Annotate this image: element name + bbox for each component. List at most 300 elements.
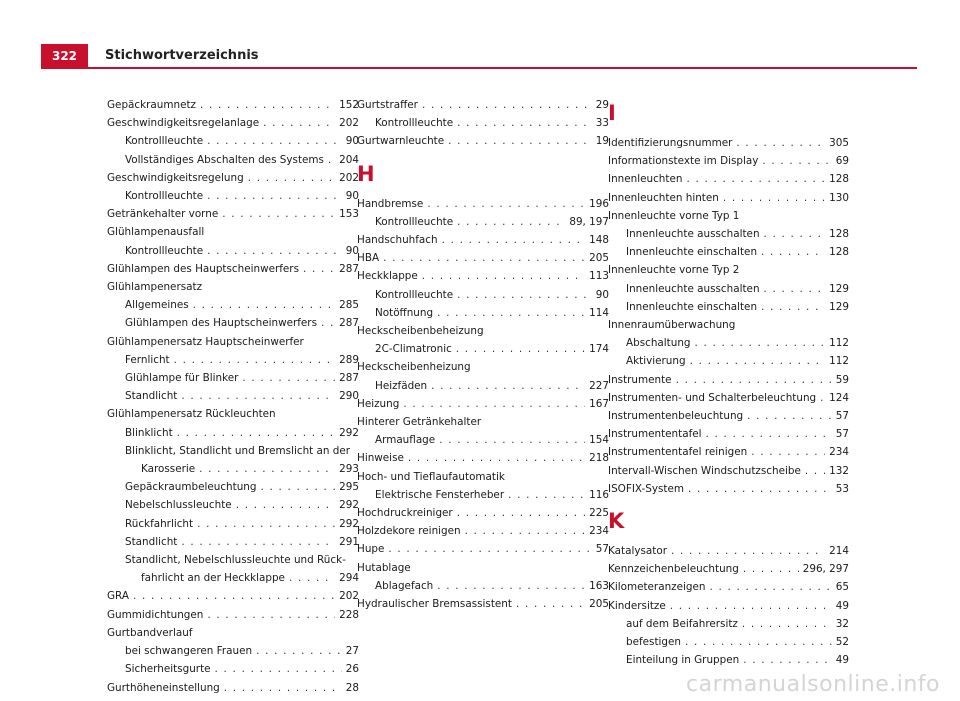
index-entry [357, 96, 609, 114]
index-entry-text: Standlicht, Nebelschlussleuchte und Rück- [125, 554, 346, 567]
page-ref: 57 [835, 428, 849, 441]
index-entry-text: Fernlicht [125, 353, 170, 366]
index-entry-text: Karosserie [141, 463, 196, 476]
index-entry [608, 462, 849, 480]
page-ref: 292 [339, 426, 359, 439]
index-entry [107, 660, 359, 678]
page-ref: 112 [829, 355, 849, 368]
leader-dots [736, 134, 825, 152]
page-ref: 57 [595, 543, 609, 556]
index-entry [608, 578, 849, 596]
index-entry [357, 114, 609, 132]
page-ref: 167 [589, 397, 609, 410]
leader-dots [422, 96, 592, 114]
leader-dots [408, 449, 585, 467]
index-entry-text: Vollständiges Abschalten des Systems [125, 153, 324, 166]
index-entry-text: Intervall-Wischen Windschutzscheibe [608, 464, 801, 477]
index-entry-text: Kennzeichenbeleuchtung [608, 563, 739, 576]
index-entry-text: bei schwangeren Frauen [125, 645, 253, 658]
leader-dots [820, 389, 825, 407]
index-entry-text: Holzdekore reinigen [357, 525, 461, 538]
page-ref: 287 [339, 262, 359, 275]
leader-dots [222, 205, 335, 223]
index-entry [608, 152, 849, 170]
leader-dots [248, 169, 335, 187]
index-entry [357, 486, 609, 504]
index-entry-text: Kontrollleuchte [125, 190, 204, 203]
index-entry [357, 540, 609, 558]
index-entry [357, 249, 609, 267]
index-entry [357, 449, 609, 467]
index-entry [107, 151, 359, 169]
page-ref: 90 [345, 244, 359, 257]
index-entry [608, 334, 849, 352]
index-entry [608, 371, 849, 389]
index-heading: Innenraumüberwachung [608, 319, 736, 332]
page-ref: 112 [829, 337, 849, 350]
page-ref: 204 [339, 153, 359, 166]
index-entry [107, 242, 359, 260]
index-entry [107, 169, 359, 187]
leader-dots [723, 189, 825, 207]
page-ref: 225 [589, 507, 609, 520]
index-entry-text: Blinklicht [125, 426, 173, 439]
index-entry [107, 205, 359, 223]
leader-dots [328, 151, 335, 169]
index-entry [107, 460, 359, 478]
page-ref: 19 [595, 135, 609, 148]
index-entry [608, 651, 849, 669]
index-entry [357, 304, 609, 322]
index-entry [107, 351, 359, 369]
leader-dots [207, 242, 342, 260]
index-entry-text: Glühlampen des Hauptscheinwerfers [125, 317, 317, 330]
index-entry [608, 298, 849, 316]
index-entry [107, 369, 359, 387]
page-ref: 294 [339, 572, 359, 585]
index-entry-text: Blinklicht, Standlicht und Bremslicht an der [125, 444, 351, 457]
index-entry-text: Einteilung in Gruppen [626, 654, 740, 667]
page-ref: 29 [595, 99, 609, 111]
index-entry-text: Rückfahrlicht [125, 517, 194, 530]
page-ref: 234 [829, 446, 849, 459]
index-entry [107, 533, 359, 551]
page-ref: 296, 297 [802, 563, 849, 576]
index-entry [357, 577, 609, 595]
index-entry-text: Sicherheitsgurte [125, 663, 211, 676]
page-ref: 69 [835, 155, 849, 168]
leader-dots [805, 462, 825, 480]
leader-dots [439, 431, 585, 449]
leader-dots [207, 132, 342, 150]
index-entry [357, 504, 609, 522]
index-entry-text: Kontrollleuchte [125, 135, 204, 148]
page-ref: 49 [835, 599, 849, 612]
index-entry-text: Gepäckraumbeleuchtung [125, 481, 257, 494]
leader-dots [181, 533, 335, 551]
index-entry-text: Standlicht [125, 535, 178, 548]
leader-dots [437, 577, 585, 595]
index-entry [107, 260, 359, 278]
index-entry [107, 569, 359, 587]
index-entry-text: Informationstexte im Display [608, 155, 759, 168]
index-entry [107, 314, 359, 332]
page-ref: 90 [595, 288, 609, 301]
index-heading: Glühlampenersatz Hauptscheinwerfer [107, 335, 304, 348]
index-entry [107, 679, 359, 697]
page-number: 322 [41, 44, 88, 68]
index-entry-text: Gurthöheneinstellung [107, 681, 220, 694]
index-entry-text: Nebelschlussleuchte [125, 499, 232, 512]
leader-dots [200, 96, 335, 114]
index-entry-text: Gurtwarnleuchte [357, 135, 445, 148]
index-column-1 [107, 96, 359, 697]
index-entry-text: GRA [107, 590, 129, 603]
index-entry [608, 243, 849, 261]
index-entry-text: Instrumente [608, 373, 672, 386]
index-entry [608, 280, 849, 298]
page-ref: 152 [339, 99, 359, 111]
page-ref: 174 [589, 343, 609, 356]
page-ref: 129 [829, 282, 849, 295]
index-entry-text: Innenleuchte ausschalten [626, 228, 760, 241]
page-ref: 153 [339, 208, 359, 221]
index-entry [107, 387, 359, 405]
page-ref: 52 [835, 636, 849, 649]
page-ref: 292 [339, 499, 359, 512]
page-ref: 27 [345, 645, 359, 658]
index-entry-text: Hydraulischer Bremsassistent [357, 598, 512, 611]
page-ref: 49 [835, 654, 849, 667]
leader-dots [457, 286, 592, 304]
page-ref: 290 [339, 390, 359, 403]
leader-dots [516, 595, 585, 613]
index-heading: Heckscheibenbeheizung [357, 325, 484, 338]
index-entry-text: Gepäckraumnetz [107, 99, 196, 111]
index-entry [107, 587, 359, 605]
leader-dots [193, 296, 335, 314]
leader-dots [256, 642, 342, 660]
index-entry-text: ISOFIX-System [608, 482, 684, 495]
index-entry [357, 395, 609, 413]
index-entry-text: Geschwindigkeitsregelung [107, 171, 244, 184]
leader-dots [747, 407, 832, 425]
index-entry-text: Instrumententafel [608, 428, 702, 441]
leader-dots [197, 515, 335, 533]
leader-dots [671, 542, 825, 560]
index-heading: Glühlampenersatz Rückleuchten [107, 408, 276, 421]
leader-dots [743, 560, 799, 578]
index-entry-text: Ablagefach [375, 579, 434, 592]
leader-dots [403, 395, 585, 413]
index-entry-text: Kontrollleuchte [125, 244, 204, 257]
leader-dots [709, 578, 831, 596]
index-entry [357, 195, 609, 213]
leader-dots [742, 615, 832, 633]
leader-dots [761, 243, 825, 261]
index-column-3 [608, 96, 849, 669]
leader-dots [224, 679, 342, 697]
index-entry-text: Kindersitze [608, 599, 666, 612]
leader-dots [177, 424, 336, 442]
page-ref: 285 [339, 299, 359, 312]
index-entry-text: Aktivierung [626, 355, 686, 368]
page-ref: 163 [589, 579, 609, 592]
leader-dots [236, 496, 335, 514]
index-entry [357, 132, 609, 150]
page-ref: 218 [589, 452, 609, 465]
leader-dots [764, 225, 826, 243]
index-entry-text: befestigen [626, 636, 681, 649]
page-ref: 214 [829, 545, 849, 558]
page-ref: 113 [589, 270, 609, 283]
page-title: Stichwortverzeichnis [105, 48, 259, 63]
index-entry-text: Kilometeranzeigen [608, 581, 706, 594]
index-entry [107, 606, 359, 624]
index-entry-text: Hochdruckreiniger [357, 507, 453, 520]
leader-dots [457, 213, 565, 231]
page-ref: 202 [339, 590, 359, 603]
index-entry [357, 522, 609, 540]
leader-dots [303, 260, 335, 278]
index-entry-text: Identifizierungsnummer [608, 137, 733, 149]
leader-dots [437, 304, 585, 322]
page-ref: 57 [835, 410, 849, 423]
index-entry [608, 633, 849, 651]
page-ref: 234 [589, 525, 609, 538]
page-ref: 287 [339, 372, 359, 385]
page-ref: 129 [829, 300, 849, 313]
index-entry-text: Hinweise [357, 452, 404, 465]
index-heading: Glühlampenersatz [107, 281, 203, 294]
index-entry [357, 231, 609, 249]
leader-dots [289, 569, 335, 587]
leader-dots [442, 231, 586, 249]
index-entry-text: Gummidichtungen [107, 608, 204, 621]
section-letter: I [608, 101, 616, 125]
leader-dots [670, 597, 832, 615]
index-entry-text: Kontrollleuchte [375, 117, 454, 130]
page-ref: 128 [829, 173, 849, 186]
leader-dots [199, 460, 335, 478]
index-entry [357, 213, 609, 231]
index-entry [608, 480, 849, 498]
index-entry [357, 595, 609, 613]
index-entry [608, 425, 849, 443]
watermark: carmanualsonline.info [686, 672, 940, 697]
index-entry-text: Instrumenten- und Schalterbeleuchtung [608, 391, 817, 404]
page-ref: 33 [595, 117, 609, 130]
index-heading: Gurtbandverlauf [107, 626, 193, 639]
index-entry-text: Innenleuchte einschalten [626, 300, 758, 313]
page-ref: 291 [339, 535, 359, 548]
page-ref: 227 [589, 379, 609, 392]
index-entry [107, 187, 359, 205]
page-ref: 59 [835, 373, 849, 386]
index-entry-text: Handschuhfach [357, 234, 438, 247]
leader-dots [174, 351, 336, 369]
index-entry-text: Kontrollleuchte [375, 288, 454, 301]
page-ref: 154 [589, 434, 609, 447]
index-heading: Innenleuchte vorne Typ 1 [608, 209, 740, 222]
index-entry [608, 615, 849, 633]
leader-dots [743, 651, 832, 669]
page-ref: 114 [589, 306, 609, 319]
index-entry-text: Abschaltung [626, 337, 691, 350]
leader-dots [676, 371, 832, 389]
page-ref: 293 [339, 463, 359, 476]
leader-dots [751, 443, 825, 461]
index-entry-text: Heizung [357, 397, 400, 410]
index-entry-text: HBA [357, 252, 380, 265]
page-ref: 132 [829, 464, 849, 477]
page-ref: 148 [589, 234, 609, 247]
page-ref: 26 [345, 663, 359, 676]
index-entry-text: Allgemeines [125, 299, 189, 312]
index-entry-text: Standlicht [125, 390, 178, 403]
section-letter: K [608, 509, 625, 534]
index-entry-text: Glühlampe für Blinker [125, 372, 239, 385]
index-entry [107, 296, 359, 314]
index-entry [357, 286, 609, 304]
leader-dots [762, 152, 831, 170]
index-entry [608, 443, 849, 461]
page-ref: 305 [829, 137, 849, 149]
leader-dots [695, 334, 826, 352]
page-ref: 292 [339, 517, 359, 530]
page-ref: 205 [589, 252, 609, 265]
title-divider [41, 67, 917, 69]
page-ref: 128 [829, 246, 849, 259]
leader-dots [215, 660, 342, 678]
leader-dots [242, 369, 335, 387]
index-entry-text: Getränkehalter vorne [107, 208, 219, 221]
leader-dots [207, 606, 335, 624]
index-entry [107, 642, 359, 660]
page-ref: 196 [589, 197, 609, 210]
index-entry-text: Kontrollleuchte [375, 215, 454, 228]
index-entry [608, 352, 849, 370]
leader-dots [764, 280, 826, 298]
index-entry [107, 96, 359, 114]
index-entry-text: Heizfäden [375, 379, 428, 392]
index-entry-text: Gurtstraffer [357, 99, 418, 111]
index-entry [608, 225, 849, 243]
leader-dots [457, 504, 585, 522]
leader-dots [263, 114, 335, 132]
index-entry [608, 542, 849, 560]
page-ref: 202 [339, 117, 359, 130]
leader-dots [383, 249, 585, 267]
page-ref: 295 [339, 481, 359, 494]
page-ref: 205 [589, 598, 609, 611]
index-entry [608, 170, 849, 188]
index-entry [608, 407, 849, 425]
index-entry-text: Innenleuchten hinten [608, 191, 719, 204]
page-ref: 228 [339, 608, 359, 621]
index-entry [107, 424, 359, 442]
page-ref: 89, 197 [569, 215, 609, 228]
index-entry-text: Heckklappe [357, 270, 418, 283]
index-entry-text: Instrumentenbeleuchtung [608, 410, 744, 423]
index-entry-text: Geschwindigkeitsregelanlage [107, 117, 260, 130]
page-ref: 90 [345, 190, 359, 203]
index-entry [357, 431, 609, 449]
index-heading: Hoch- und Tieflaufautomatik [357, 470, 505, 483]
page-ref: 287 [339, 317, 359, 330]
index-heading: Innenleuchte vorne Typ 2 [608, 264, 740, 277]
page-ref: 90 [345, 135, 359, 148]
index-entry-text: auf dem Beifahrersitz [626, 617, 738, 630]
page-ref: 128 [829, 228, 849, 241]
index-entry-text: Innenleuchte einschalten [626, 246, 758, 259]
leader-dots [388, 540, 591, 558]
section-letter: H [357, 161, 375, 186]
index-entry [357, 377, 609, 395]
leader-dots [422, 267, 585, 285]
index-entry-text: Elektrische Fensterheber [375, 488, 505, 501]
page-ref: 116 [589, 488, 609, 501]
index-entry-text: Innenleuchte ausschalten [626, 282, 760, 295]
index-entry-text: Armauflage [375, 434, 436, 447]
leader-dots [761, 298, 825, 316]
page-ref: 53 [835, 482, 849, 495]
leader-dots [321, 314, 335, 332]
leader-dots [706, 425, 832, 443]
leader-dots [686, 170, 825, 188]
index-entry [357, 340, 609, 358]
page-ref: 124 [829, 391, 849, 404]
index-entry-text: Instrumententafel reinigen [608, 446, 748, 459]
leader-dots [448, 132, 592, 150]
leader-dots [457, 114, 592, 132]
leader-dots [688, 480, 832, 498]
index-heading: Hutablage [357, 561, 411, 574]
page-ref: 202 [339, 171, 359, 184]
index-entry [107, 496, 359, 514]
index-entry-text: Notöffnung [375, 306, 434, 319]
index-entry-text: Glühlampen des Hauptscheinwerfers [107, 262, 299, 275]
index-heading: Glühlampenausfall [107, 226, 205, 239]
leader-dots [427, 195, 585, 213]
leader-dots [181, 387, 335, 405]
leader-dots [456, 340, 585, 358]
page-ref: 65 [835, 581, 849, 594]
leader-dots [207, 187, 342, 205]
index-entry-text: Hupe [357, 543, 385, 556]
index-entry-text: Innenleuchten [608, 173, 683, 186]
leader-dots [260, 478, 335, 496]
index-entry [608, 597, 849, 615]
page-ref: 32 [835, 617, 849, 630]
index-entry-text: fahrlicht an der Heckklappe [141, 572, 285, 585]
page-ref: 28 [345, 681, 359, 694]
index-entry [107, 515, 359, 533]
index-column-2 [357, 96, 609, 613]
index-entry [107, 132, 359, 150]
leader-dots [465, 522, 586, 540]
index-entry [608, 560, 849, 578]
page-ref: 289 [339, 353, 359, 366]
index-entry [107, 114, 359, 132]
index-entry [608, 134, 849, 152]
index-heading: Heckscheibenheizung [357, 361, 471, 374]
index-entry-text: 2C-Climatronic [375, 343, 452, 356]
index-entry-text: Katalysator [608, 545, 667, 558]
index-entry [608, 189, 849, 207]
index-heading: Hinterer Getränkehalter [357, 416, 482, 429]
index-entry-text: Handbremse [357, 197, 424, 210]
